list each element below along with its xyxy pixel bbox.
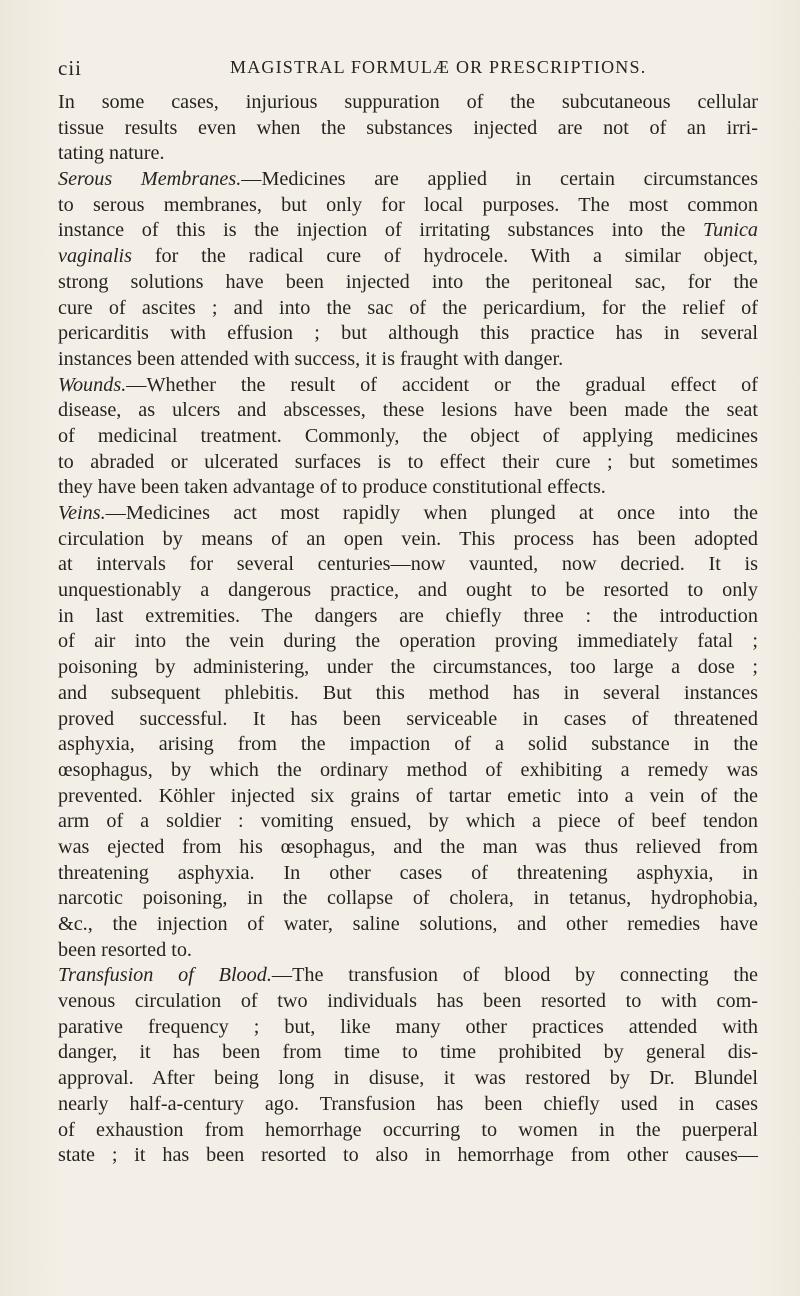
line-text: been resorted to. (58, 938, 192, 961)
line-text: parative frequency ; but, like many other practices attended with (58, 1015, 758, 1038)
text-line (58, 886, 758, 912)
section-heading: Transfusion of Blood. (58, 964, 272, 987)
line-text: for the radical cure of hydrocele. With a similar object, (132, 245, 758, 268)
text-line (58, 861, 758, 887)
text-line (58, 193, 758, 219)
line-text: venous circulation of two individuals has been resorted to with com- (58, 990, 758, 1013)
line-text: approval. After being long in disuse, it was restored by Dr. Blundel (58, 1067, 758, 1090)
text-line (58, 732, 758, 758)
line-text: to serous membranes, but only for local purposes. The most common (58, 193, 758, 216)
line-text: strong solutions have been injected into the peritoneal sac, for the (58, 270, 758, 293)
running-head: MAGISTRAL FORMULÆ OR PRESCRIPTIONS. (230, 57, 647, 77)
text-line (58, 655, 758, 681)
text-line (58, 244, 758, 270)
text-line (58, 629, 758, 655)
text-line (58, 758, 758, 784)
line-text: —Medicines are applied in certain circumstances (241, 168, 758, 191)
line-text: prevented. Köhler injected six grains of tartar emetic into a vein of the (58, 784, 758, 807)
text-line (58, 989, 758, 1015)
line-text: danger, it has been from time to time prohibited by general dis- (58, 1041, 758, 1064)
line-text: —Whether the result of accident or the gradual effect of (126, 373, 758, 396)
line-text: —Medicines act most rapidly when plunged at once into the (105, 502, 758, 524)
line-text: and subsequent phlebitis. But this method has in several instances (58, 681, 758, 704)
text-line (58, 1118, 758, 1144)
line-text: œsophagus, by which the ordinary method of exhibiting a remedy was (58, 758, 758, 781)
text-line (58, 578, 758, 604)
text-line (58, 450, 758, 476)
section-heading: Serous Membranes. (58, 168, 242, 191)
line-text: tating nature. (58, 142, 165, 165)
text-line (58, 347, 758, 373)
text-line (58, 1040, 758, 1066)
text-line (58, 912, 758, 938)
text-line (58, 784, 758, 810)
line-text: poisoning by administering, under the circumstances, too large a dose ; (58, 656, 758, 679)
text-line (58, 501, 758, 527)
text-line (58, 835, 758, 861)
section-heading: Wounds. (58, 373, 127, 396)
text-line (58, 167, 758, 193)
text-line (58, 296, 758, 322)
text-line (58, 552, 758, 578)
line-text: of exhaustion from hemorrhage occurring to women in the puerperal (58, 1118, 758, 1141)
line-text: disease, as ulcers and abscesses, these lesions have been made the seat (58, 399, 758, 422)
line-text: cure of ascites ; and into the sac of the pericardium, for the relief of (58, 296, 758, 319)
line-text: of air into the vein during the operation proving immediately fatal ; (58, 630, 758, 653)
text-line (58, 116, 758, 142)
line-text: &c., the injection of water, saline solutions, and other remedies have (58, 913, 758, 935)
line-text: proved successful. It has been serviceable in cases of threatened (58, 707, 758, 730)
text-line (58, 1143, 758, 1169)
text-line (58, 809, 758, 835)
text-line (58, 218, 758, 244)
line-text: unquestionably a dangerous practice, and ought to be resorted to only (58, 579, 758, 602)
text-line (58, 90, 758, 116)
line-text: of medicinal treatment. Commonly, the object of applying medicines (58, 424, 758, 447)
line-text: —The transfusion of blood by connecting the (271, 964, 759, 987)
line-text: asphyxia, arising from the impaction of a solid substance in the (58, 733, 758, 756)
line-text: at intervals for several centuries—now vaunted, now decried. It is (58, 553, 758, 576)
text-line (58, 707, 758, 733)
line-text: state ; it has been resorted to also in hemorrhage from other causes— (58, 1144, 758, 1167)
page-number: cii (58, 56, 82, 80)
text-line (58, 475, 758, 501)
line-text: narcotic poisoning, in the collapse of cholera, in tetanus, hydrophobia, (58, 887, 758, 910)
line-text: tissue results even when the substances injected are not of an irri- (58, 116, 758, 139)
text-line (58, 424, 758, 450)
line-text: instance of this is the injection of irritating substances into the (58, 219, 704, 242)
section-heading: vaginalis (58, 245, 133, 268)
text-line (58, 527, 758, 553)
line-text: nearly half-a-century ago. Transfusion has been chiefly used in cases (58, 1092, 758, 1115)
text-line (58, 141, 758, 167)
text-line (58, 963, 758, 989)
line-text: pericarditis with effusion ; but although this practice has in several (58, 322, 758, 345)
text-line (58, 1066, 758, 1092)
section-heading: Veins. (58, 502, 106, 524)
line-text: to abraded or ulcerated surfaces is to effect their cure ; but sometimes (58, 450, 758, 473)
italic-term: Tunica (703, 219, 758, 242)
text-line (58, 398, 758, 424)
line-text: arm of a soldier : vomiting ensued, by which a piece of beef tendon (58, 810, 758, 833)
line-text: instances been attended with success, it is fraught with danger. (58, 347, 564, 370)
line-text: threatening asphyxia. In other cases of threatening asphyxia, in (58, 861, 758, 884)
line-text: in last extremities. The dangers are chiefly three : the introduction (58, 604, 758, 627)
line-text: they have been taken advantage of to produce constitutional effects. (58, 476, 606, 499)
text-line (58, 938, 758, 964)
text-line (58, 1015, 758, 1041)
line-text: In some cases, injurious suppuration of the subcutaneous cellular (58, 91, 758, 113)
text-line (58, 321, 758, 347)
body-text (58, 90, 758, 1169)
page-header (58, 56, 758, 86)
line-text: was ejected from his œsophagus, and the man was thus relieved from (58, 835, 758, 858)
text-line (58, 270, 758, 296)
text-line (58, 373, 758, 399)
text-line (58, 604, 758, 630)
text-line (58, 681, 758, 707)
line-text: circulation by means of an open vein. This process has been adopted (58, 527, 758, 550)
text-line (58, 1092, 758, 1118)
